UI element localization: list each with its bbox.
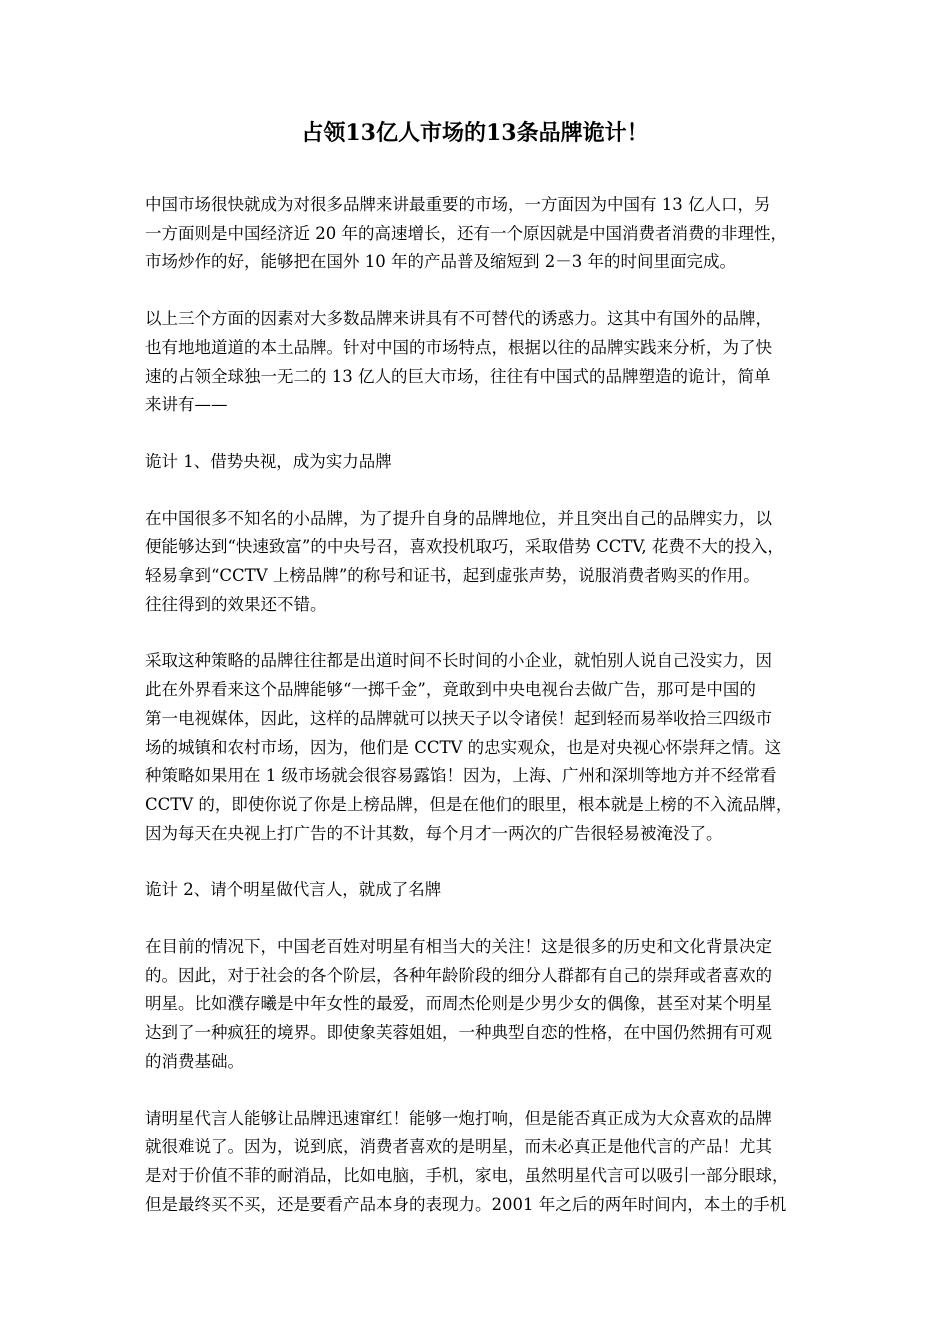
text-line: 达到了一种疯狂的境界。即使象芙蓉姐姐，一种典型自恋的性格，在中国仍然拥有可观 <box>145 1023 772 1043</box>
text-line: 诡计 1、借势央视，成为实力品牌 <box>145 451 392 471</box>
text-line: 但是最终买不买，还是要看产品本身的表现力。2001 年之后的两年时间内，本土的手机 <box>145 1194 787 1214</box>
text-line: 在目前的情况下，中国老百姓对明星有相当大的关注！这是很多的历史和文化背景决定 <box>145 937 772 957</box>
text-line: 的消费基础。 <box>145 1051 244 1071</box>
text-line: 也有地地道道的本土品牌。针对中国的市场特点，根据以往的品牌实践来分析，为了快 <box>145 337 772 357</box>
text-line: CCTV 的，即使你说了你是上榜品牌，但是在他们的眼里，根本就是上榜的不入流品牌， <box>145 794 793 814</box>
text-line: 在中国很多不知名的小品牌，为了提升自身的品牌地位，并且突出自己的品牌实力，以 <box>145 508 772 528</box>
text-line: 往往得到的效果还不错。 <box>145 594 327 614</box>
paragraph <box>145 933 890 1077</box>
text-line: 一方面则是中国经济近 20 年的高速增长，还有一个原因就是中国消费者消费的非理性， <box>145 223 787 243</box>
paragraph <box>145 191 890 277</box>
text-line: 第一电视媒体，因此，这样的品牌就可以挟天子以令诸侯！起到轻而易举收拾三四级市 <box>145 708 772 728</box>
text-line: 场的城镇和农村市场，因为，他们是 CCTV 的忠实观众，也是对央视心怀崇拜之情。这 <box>145 737 782 757</box>
text-line: 明星。比如濮存曦是中年女性的最爱，而周杰伦则是少男少女的偶像，甚至对某个明星 <box>145 994 772 1014</box>
text-line: 请明星代言人能够让品牌迅速窜红！能够一炮打响，但是能否真正成为大众喜欢的品牌 <box>145 1108 772 1128</box>
paragraph <box>145 876 890 905</box>
document-body <box>145 191 890 1247</box>
text-line: 是对于价值不菲的耐消品，比如电脑，手机，家电，虽然明星代言可以吸引一部分眼球， <box>145 1165 789 1185</box>
paragraph <box>145 647 890 848</box>
paragraph <box>145 448 890 477</box>
paragraph <box>145 1105 890 1220</box>
text-line: 此在外界看来这个品牌能够“一掷千金”，竟敢到中央电视台去做广告，那可是中国的 <box>145 680 756 700</box>
text-line: 速的占领全球独一无二的 13 亿人的巨大市场，往往有中国式的品牌塑造的诡计，简单 <box>145 366 771 386</box>
text-line: 采取这种策略的品牌往往都是出道时间不长时间的小企业，就怕别人说自己没实力，因 <box>145 651 772 671</box>
text-line: 市场炒作的好，能够把在国外 10 年的产品普及缩短到 2－3 年的时间里面完成。 <box>145 252 736 272</box>
text-line: 便能够达到“快速致富”的中央号召，喜欢投机取巧，采取借势 CCTV, 花费不大的投入， <box>145 537 784 557</box>
text-line: 因为每天在央视上打广告的不计其数，每个月才一两次的广告很轻易被淹没了。 <box>145 823 723 843</box>
text-line: 就很难说了。因为，说到底，消费者喜欢的是明星，而未必真正是他代言的产品！尤其 <box>145 1137 772 1157</box>
text-line: 来讲有—— <box>145 395 228 415</box>
document-title: 占领13亿人市场的13条品牌诡计！ <box>301 120 649 146</box>
text-line: 以上三个方面的因素对大多数品牌来讲具有不可替代的诱惑力。这其中有国外的品牌， <box>145 309 772 329</box>
paragraph <box>145 505 890 620</box>
text-line: 的。因此，对于社会的各个阶层，各种年龄阶段的细分人群都有自己的崇拜或者喜欢的 <box>145 965 772 985</box>
text-line: 诡计 2、请个明星做代言人，就成了名牌 <box>145 880 442 900</box>
text-line: 轻易拿到“CCTV 上榜品牌”的称号和证书，起到虚张声势，说服消费者购买的作用。 <box>145 566 760 586</box>
paragraph <box>145 305 890 420</box>
text-line: 中国市场很快就成为对很多品牌来讲最重要的市场，一方面因为中国有 13 亿人口，另 <box>145 195 771 214</box>
text-line: 种策略如果用在 1 级市场就会很容易露馅！因为，上海、广州和深圳等地方并不经常看 <box>145 766 777 786</box>
